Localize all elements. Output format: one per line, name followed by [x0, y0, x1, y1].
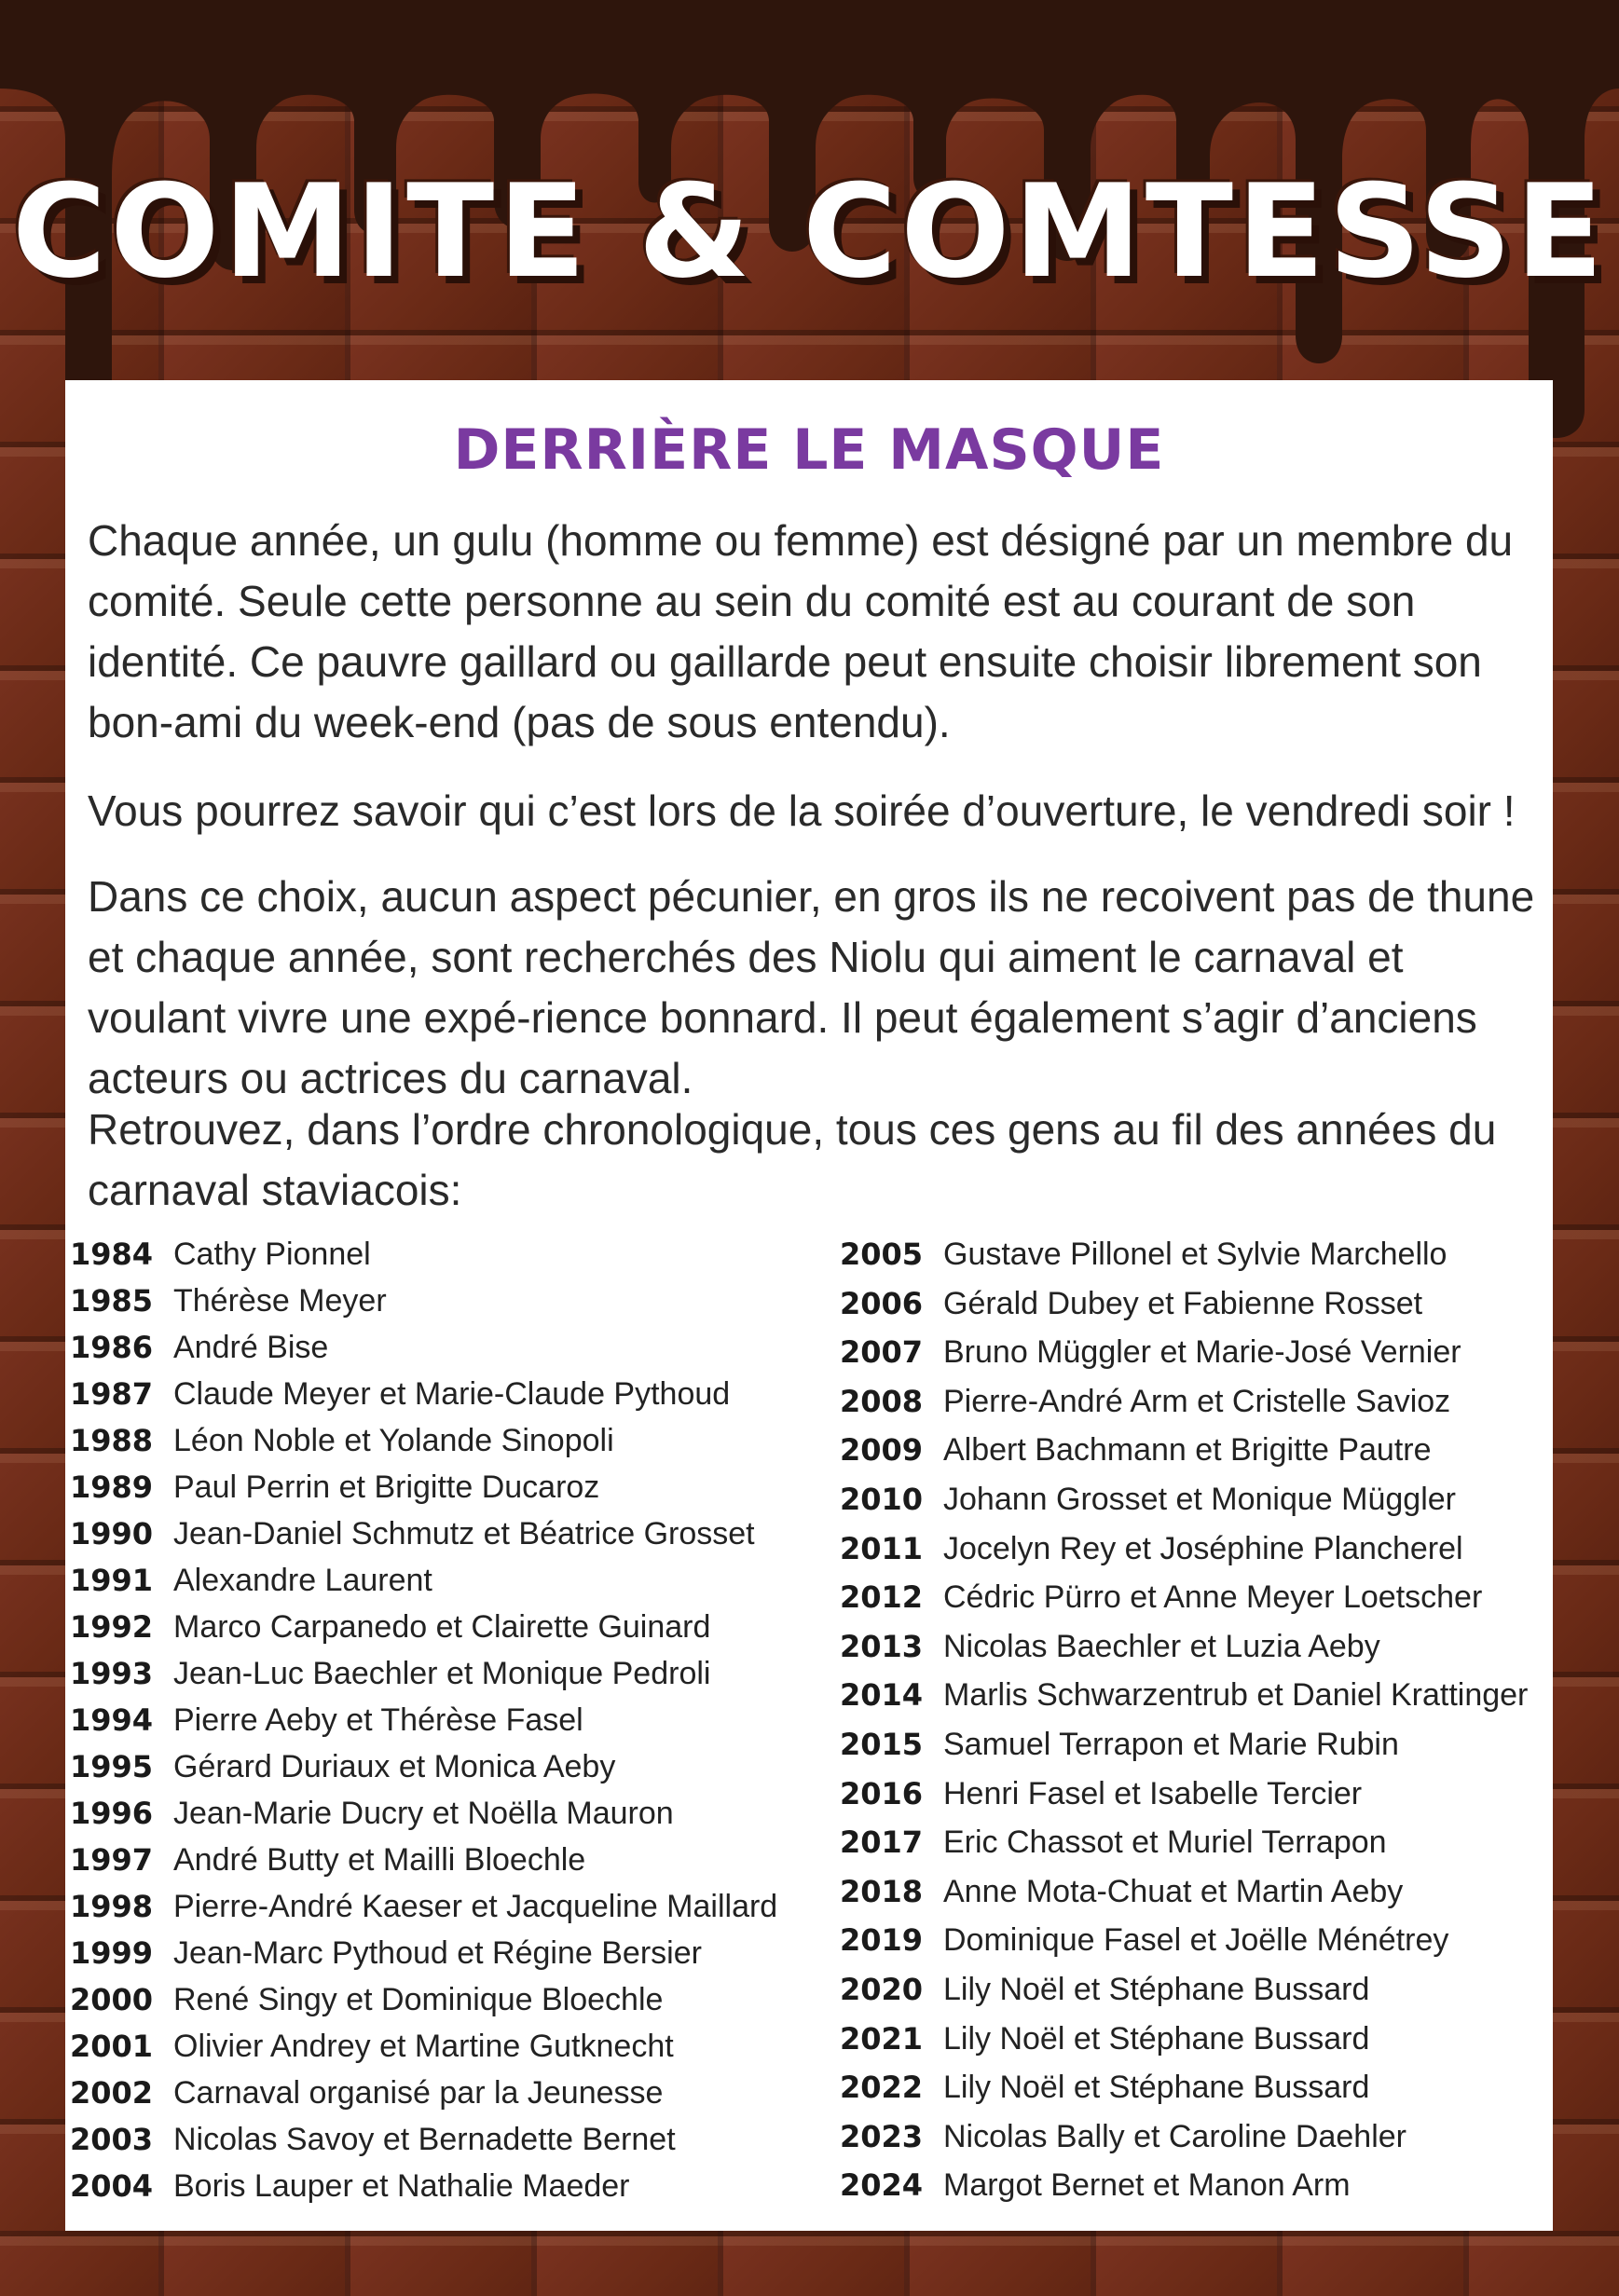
content-card [65, 380, 1553, 2231]
year-entry [60, 1371, 730, 1417]
entry-names: Marco Carpanedo et Clairette Guinard [173, 1609, 711, 1645]
entry-names: Henri Fasel et Isabelle Tercier [943, 1775, 1363, 1811]
entry-names: Thérèse Meyer [173, 1283, 387, 1319]
entry-year: 2022 [839, 2070, 923, 2106]
entry-year: 1986 [69, 1330, 153, 1365]
entry-names: Eric Chassot et Muriel Terrapon [943, 1824, 1387, 1861]
entry-year: 1984 [69, 1237, 153, 1272]
year-entry [830, 1623, 1380, 1670]
entry-year: 2020 [839, 1972, 923, 2007]
entry-year: 2023 [839, 2118, 923, 2154]
entry-year: 1991 [69, 1563, 153, 1598]
entry-names: Nicolas Baechler et Luzia Aeby [943, 1628, 1380, 1664]
entry-year: 1999 [69, 1935, 153, 1971]
section-subtitle: DERRIÈRE LE MASQUE [453, 417, 1165, 483]
entry-names: Samuel Terrapon et Marie Rubin [943, 1727, 1399, 1762]
entry-year: 2003 [69, 2122, 153, 2157]
entry-year: 1998 [69, 1889, 153, 1924]
entry-year: 1995 [69, 1749, 153, 1784]
entry-names: Lily Noël et Stéphane Bussard [943, 2020, 1370, 2057]
year-entry [60, 1231, 371, 1278]
entry-names: Boris Lauper et Nathalie Maeder [173, 2168, 630, 2204]
year-entry [830, 1329, 1461, 1375]
entry-names: Johann Grosset et Monique Müggler [943, 1482, 1456, 1517]
year-entry [830, 2016, 1369, 2062]
entry-year: 1985 [69, 1283, 153, 1319]
entry-year: 2021 [839, 2020, 923, 2057]
entry-year: 1988 [69, 1423, 153, 1458]
chronology-intro-paragraph: Retrouvez, dans l’ordre chronologique, tous ces gens au fil des années du carnaval staviacois: [88, 1105, 1497, 1214]
year-entry [60, 1697, 583, 1743]
year-entry [830, 1525, 1463, 1572]
year-entry [830, 1966, 1369, 2013]
entry-year: 2000 [69, 1982, 153, 2017]
year-entry [830, 1427, 1432, 1473]
entry-year: 2009 [839, 1432, 923, 1469]
entry-names: Dominique Fasel et Joëlle Ménétrey [943, 1922, 1449, 1959]
year-entry [60, 1837, 585, 1883]
entry-names: Bruno Müggler et Marie-José Vernier [943, 1334, 1461, 1371]
year-entry [60, 1417, 614, 1464]
entry-year: 1990 [69, 1516, 153, 1551]
year-entry [830, 2113, 1406, 2160]
year-entry [60, 1790, 674, 1837]
entry-names: René Singy et Dominique Bloechle [173, 1982, 664, 2017]
entry-year: 2002 [69, 2075, 153, 2111]
year-entry [830, 1476, 1456, 1523]
year-entry [830, 2162, 1351, 2208]
entry-names: Carnaval organisé par la Jeunesse [173, 2075, 664, 2111]
year-entry [830, 1280, 1422, 1327]
year-entry [60, 1650, 710, 1697]
entry-names: Pierre-André Arm et Cristelle Savioz [943, 1383, 1451, 1419]
year-entry [60, 1976, 663, 2023]
entry-year: 2012 [839, 1579, 923, 1616]
entry-year: 2010 [839, 1482, 923, 1517]
entry-year: 2017 [839, 1824, 923, 1861]
entry-names: Gérald Dubey et Fabienne Rosset [943, 1285, 1423, 1321]
entry-year: 2024 [839, 2167, 923, 2204]
year-entry [830, 1231, 1447, 1278]
entry-names: Gérard Duriaux et Monica Aeby [173, 1749, 616, 1784]
year-entry [830, 1917, 1448, 1963]
page-title: COMITE & COMTESSE [11, 157, 1608, 307]
entry-year: 2016 [839, 1775, 923, 1811]
entry-year: 1989 [69, 1469, 153, 1505]
entry-names: Nicolas Bally et Caroline Daehler [943, 2118, 1407, 2154]
entry-names: Nicolas Savoy et Bernadette Bernet [173, 2122, 676, 2157]
entry-names: Olivier Andrey et Martine Gutknecht [173, 2029, 674, 2064]
entry-names: Lily Noël et Stéphane Bussard [943, 2070, 1370, 2106]
entry-names: Jean-Luc Baechler et Monique Pedroli [173, 1656, 711, 1691]
year-entry [830, 1819, 1387, 1866]
entry-names: Cédric Pürro et Anne Meyer Loetscher [943, 1579, 1483, 1616]
year-entry [830, 2064, 1369, 2111]
entry-names: Anne Mota-Chuat et Martin Aeby [943, 1873, 1404, 1909]
entry-names: Paul Perrin et Brigitte Ducaroz [173, 1469, 600, 1505]
entry-year: 2007 [839, 1334, 923, 1371]
entry-year: 1993 [69, 1656, 153, 1691]
entry-year: 1997 [69, 1842, 153, 1878]
entry-names: Jocelyn Rey et Joséphine Plancherel [943, 1530, 1463, 1566]
year-entry [830, 1721, 1399, 1768]
year-entry [60, 1464, 599, 1510]
year-entry [60, 2070, 663, 2116]
year-entry [830, 1770, 1362, 1817]
entry-year: 2014 [839, 1677, 923, 1714]
entry-names: Claude Meyer et Marie-Claude Pythoud [173, 1376, 731, 1412]
entry-year: 2019 [839, 1922, 923, 1959]
entry-names: Jean-Marie Ducry et Noëlla Mauron [173, 1796, 674, 1831]
year-entry [60, 2163, 630, 2209]
year-entry [60, 1510, 755, 1557]
selection-paragraph: Dans ce choix, aucun aspect pécunier, en gros ils ne recoivent pas de thune et chaque année, sont recherchés des Niolu qui aiment le carnaval et voulant vivre une expé-rience bonnard. Il peut également s’agir d’anciens acteurs ou actrices du carnaval. [88, 872, 1535, 1102]
entry-year: 1996 [69, 1796, 153, 1831]
entry-names: Lily Noël et Stéphane Bussard [943, 1972, 1370, 2007]
entry-names: André Butty et Mailli Bloechle [173, 1842, 586, 1878]
entry-names: Jean-Daniel Schmutz et Béatrice Grosset [173, 1516, 755, 1551]
entry-names: Léon Noble et Yolande Sinopoli [173, 1423, 614, 1458]
year-entry [830, 1378, 1450, 1425]
year-entry [60, 1930, 702, 1976]
reveal-paragraph: Vous pourrez savoir qui c’est lors de la soirée d’ouverture, le vendredi soir ! [88, 786, 1516, 835]
entry-year: 2005 [839, 1237, 923, 1272]
entry-year: 1987 [69, 1376, 153, 1412]
year-entry [60, 1743, 615, 1790]
year-entry [60, 2023, 674, 2070]
entry-year: 2008 [839, 1383, 923, 1419]
year-entry [830, 1868, 1403, 1915]
entry-year: 2013 [839, 1628, 923, 1664]
entry-year: 2018 [839, 1873, 923, 1909]
year-entry [60, 1604, 710, 1650]
year-entry [60, 1557, 432, 1604]
entry-year: 2001 [69, 2029, 153, 2064]
year-entry [60, 1278, 387, 1324]
entry-year: 1992 [69, 1609, 153, 1645]
entry-year: 2004 [69, 2168, 153, 2204]
entry-year: 2011 [839, 1530, 923, 1566]
year-entry [830, 1672, 1528, 1718]
entry-names: Cathy Pionnel [173, 1237, 371, 1272]
year-entry [60, 2116, 676, 2163]
entry-year: 2015 [839, 1727, 923, 1762]
year-entry [60, 1883, 777, 1930]
year-entry [830, 1574, 1482, 1620]
entry-names: Margot Bernet et Manon Arm [943, 2167, 1351, 2204]
intro-paragraph: Chaque année, un gulu (homme ou femme) est désigné par un membre du comité. Seule cette personne au sein du comité est au courant de son identité. Ce pauvre gaillard ou gaillarde peut ensuite choisir librement son bon-ami du week-end (pas de sous entendu). [88, 516, 1514, 746]
entry-names: Jean-Marc Pythoud et Régine Bersier [173, 1935, 702, 1971]
entry-names: Gustave Pillonel et Sylvie Marchello [943, 1237, 1447, 1272]
entry-year: 1994 [69, 1702, 153, 1738]
entry-names: Pierre Aeby et Thérèse Fasel [173, 1702, 583, 1738]
entry-names: André Bise [173, 1330, 329, 1365]
entry-names: Alexandre Laurent [173, 1563, 432, 1598]
entry-names: Albert Bachmann et Brigitte Pautre [943, 1432, 1432, 1469]
entry-year: 2006 [839, 1285, 923, 1321]
entry-names: Pierre-André Kaeser et Jacqueline Maillard [173, 1889, 778, 1924]
entry-names: Marlis Schwarzentrub et Daniel Krattinger [943, 1677, 1529, 1714]
year-entry [60, 1324, 328, 1371]
